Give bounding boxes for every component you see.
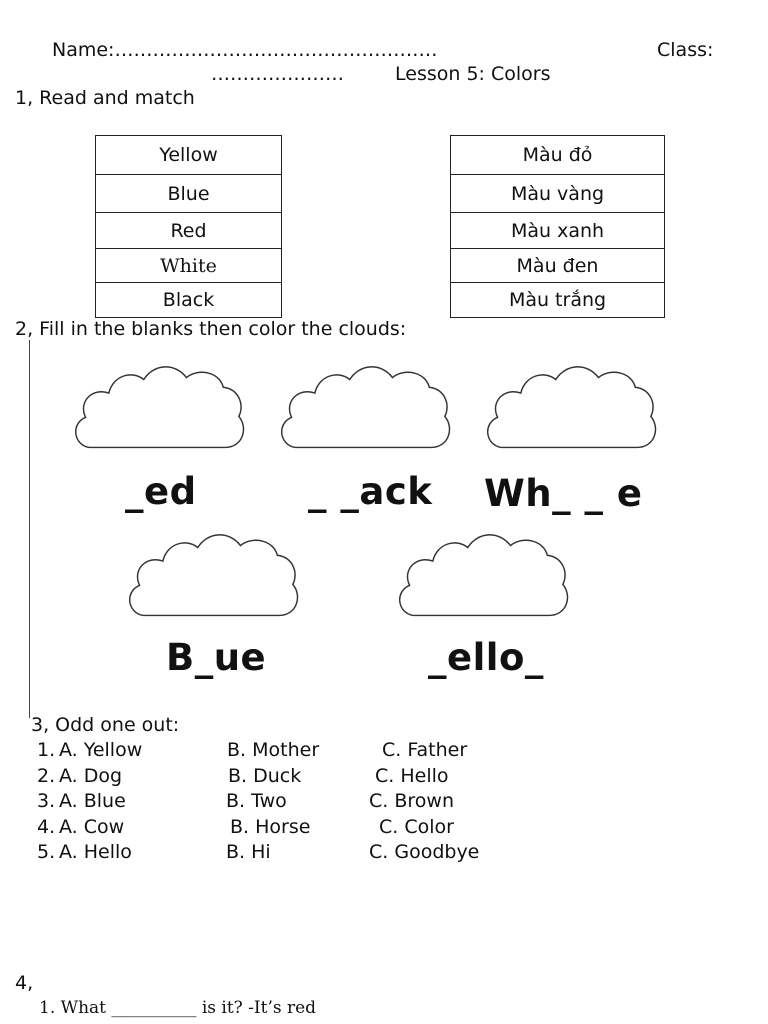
match-left-item: Red: [96, 213, 282, 249]
fill-blank-word: _ed: [125, 470, 197, 513]
match-left-item: White: [96, 249, 282, 283]
cloud-icon: [482, 360, 662, 456]
section3-title: 3, Odd one out:: [31, 714, 180, 736]
match-left-item: Blue: [96, 175, 282, 213]
section4-title: 4,: [15, 972, 34, 994]
cloud-icon: [70, 360, 250, 456]
item-number: 3.: [37, 790, 56, 812]
match-right-item: Màu trắng: [451, 283, 665, 318]
cloud-icon: [276, 360, 456, 456]
lesson-title: Lesson 5: Colors: [395, 63, 551, 85]
match-left-item: Black: [96, 283, 282, 318]
option-c: C. Brown: [369, 790, 454, 812]
english-colors-table: [95, 135, 282, 318]
item-number: 4.: [37, 815, 56, 838]
option-b: B. Horse: [230, 815, 311, 838]
list-item: [37, 816, 517, 842]
section2-title: 2, Fill in the blanks then color the clouds:: [15, 318, 407, 340]
option-b: B. Mother: [227, 739, 320, 761]
item-number: 1.: [37, 739, 56, 761]
list-item: [37, 765, 517, 791]
option-a: A. Dog: [59, 764, 123, 787]
item-number: 5.: [37, 841, 56, 863]
fill-blank-word: B_ue: [166, 636, 267, 679]
section1-title: 1, Read and match: [15, 87, 195, 109]
option-b: B. Two: [226, 790, 287, 812]
match-right-item: Màu đen: [451, 249, 665, 283]
option-a: A. Cow: [59, 815, 125, 838]
question-1: 1. What __________ is it? -It’s red: [39, 998, 317, 1018]
option-a: A. Hello: [59, 841, 132, 863]
fill-blank-word: _ _ack: [308, 470, 433, 513]
option-a: A. Blue: [59, 790, 126, 812]
option-b: B. Hi: [226, 841, 271, 863]
option-b: B. Duck: [228, 764, 302, 787]
vietnamese-colors-table: [450, 135, 665, 318]
option-c: C. Father: [382, 739, 468, 761]
match-right-item: Màu xanh: [451, 213, 665, 249]
match-right-item: Màu đỏ: [451, 136, 665, 175]
fill-blank-word: Wh_ _ e: [484, 472, 643, 515]
list-item: [37, 790, 517, 816]
option-c: C. Color: [379, 815, 454, 838]
class-field-label: Class:: [657, 39, 714, 61]
option-c: C. Hello: [375, 764, 449, 787]
margin-line: [29, 340, 30, 718]
class-dots: …………………: [211, 63, 344, 85]
list-item: [37, 739, 517, 765]
option-a: A. Yellow: [59, 739, 143, 761]
match-left-item: Yellow: [96, 136, 282, 175]
option-c: C. Goodbye: [369, 841, 480, 863]
item-number: 2.: [37, 764, 56, 787]
cloud-icon: [124, 528, 304, 624]
cloud-icon: [394, 528, 574, 624]
odd-one-out-list: [37, 739, 517, 867]
match-right-item: Màu vàng: [451, 175, 665, 213]
list-item: [37, 841, 517, 867]
fill-blank-word: _ello_: [428, 636, 544, 679]
name-field-label: Name:……………………………………………: [52, 39, 438, 61]
